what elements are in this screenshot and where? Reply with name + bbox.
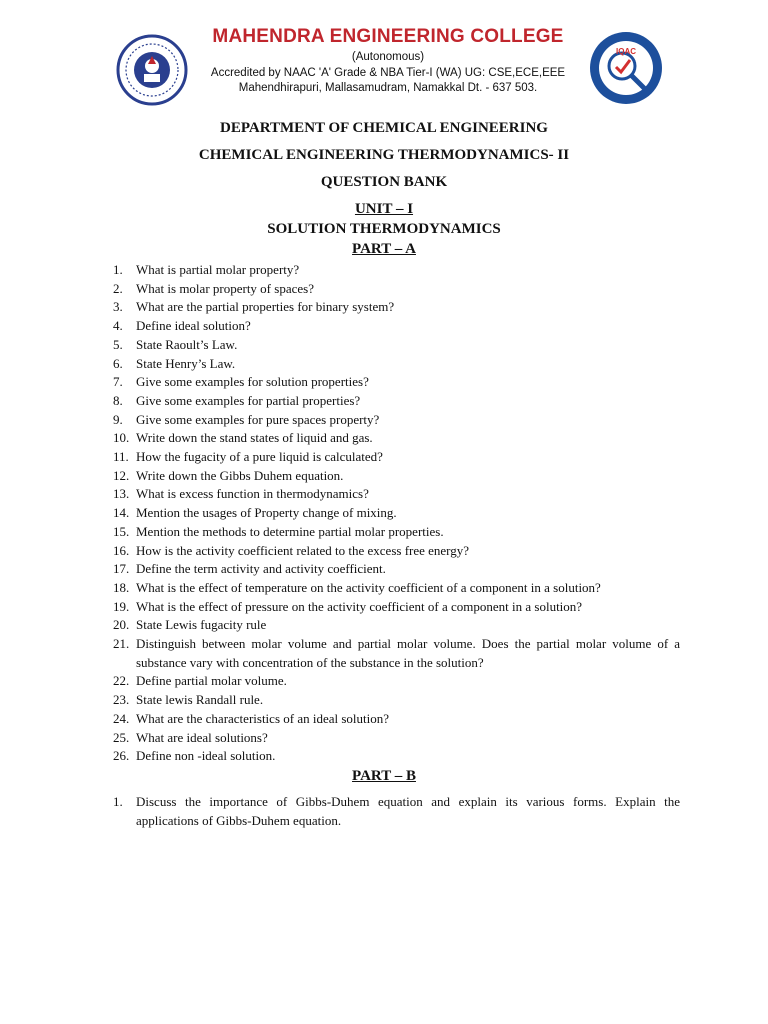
question-item: [108, 691, 680, 710]
question-text: Mention the methods to determine partial molar properties.: [136, 523, 444, 539]
question-item: [108, 373, 680, 392]
question-item: [108, 298, 680, 317]
question-text: Distinguish between molar volume and partial molar volume. Does the partial molar volume of a substance vary with concentration of the substance in the solution?: [136, 636, 680, 670]
question-number: 5.: [113, 336, 123, 352]
question-item: [108, 280, 680, 299]
question-item: [108, 355, 680, 374]
question-text: What is excess function in thermodynamics?: [136, 486, 369, 502]
part-b-question-list: [108, 793, 680, 830]
letterhead: [0, 0, 768, 110]
question-text: What is the effect of temperature on the activity coefficient of a component in a solution?: [136, 579, 601, 595]
question-number: 11.: [113, 449, 129, 465]
question-item: [108, 598, 680, 617]
question-number: 7.: [113, 374, 123, 390]
college-name: MAHENDRA ENGINEERING COLLEGE: [212, 26, 564, 47]
question-text: Discuss the importance of Gibbs-Duhem equation and explain its various forms. Explain the applications of Gibbs-Duhem equation.: [136, 794, 680, 828]
question-number: 21.: [113, 636, 130, 652]
autonomous-label: (Autonomous): [351, 51, 425, 63]
question-item: [108, 579, 680, 598]
question-item: [108, 560, 680, 579]
question-item: [108, 504, 680, 523]
question-item: [108, 261, 680, 280]
question-number: 16.: [113, 542, 130, 558]
question-item: [108, 429, 680, 448]
question-number: 13.: [113, 486, 130, 502]
question-number: 26.: [113, 748, 130, 764]
question-text: What are the characteristics of an ideal solution?: [136, 710, 390, 726]
question-text: Define non -ideal solution.: [136, 748, 276, 764]
question-text: Give some examples for partial properties?: [136, 392, 361, 408]
question-number: 25.: [113, 729, 130, 745]
course-title: CHEMICAL ENGINEERING THERMODYNAMICS- II: [198, 147, 570, 163]
part-a-question-list: [108, 261, 680, 766]
question-number: 10.: [113, 430, 130, 446]
question-item: [108, 635, 680, 672]
question-text: State Lewis fugacity rule: [136, 617, 267, 633]
question-item: [108, 467, 680, 486]
question-number: 15.: [113, 523, 130, 539]
question-text: What is partial molar property?: [136, 262, 300, 277]
question-item: [108, 411, 680, 430]
question-number: 3.: [113, 299, 123, 315]
question-item: [108, 542, 680, 561]
question-number: 20.: [113, 617, 130, 633]
question-number: 22.: [113, 673, 130, 689]
college-info: [196, 24, 580, 97]
question-item: [108, 485, 680, 504]
question-number: 1.: [113, 794, 123, 809]
question-text: Give some examples for solution properties?: [136, 374, 369, 390]
question-number: 9.: [113, 411, 123, 427]
question-number: 6.: [113, 355, 123, 371]
question-text: State Raoult’s Law.: [136, 336, 238, 352]
question-number: 23.: [113, 692, 130, 708]
question-text: What is the effect of pressure on the activity coefficient of a component in a solution?: [136, 598, 583, 614]
question-number: 4.: [113, 318, 123, 334]
question-item: [108, 616, 680, 635]
department-title: DEPARTMENT OF CHEMICAL ENGINEERING: [220, 120, 548, 136]
question-number: 1.: [113, 262, 123, 277]
unit-title: UNIT – I: [354, 201, 414, 217]
question-number: 24.: [113, 710, 130, 726]
question-item: [108, 672, 680, 691]
question-number: 14.: [113, 505, 130, 521]
question-item: [108, 729, 680, 748]
question-text: What is molar property of spaces?: [136, 280, 314, 296]
question-text: Give some examples for pure spaces property?: [136, 411, 380, 427]
college-seal-logo: [116, 34, 188, 106]
question-text: Define the term activity and activity coefficient.: [136, 561, 386, 577]
question-text: Write down the stand states of liquid and gas.: [136, 430, 373, 446]
question-text: Write down the Gibbs Duhem equation.: [136, 467, 344, 483]
question-item: [108, 317, 680, 336]
question-number: 18.: [113, 579, 130, 595]
question-text: Define partial molar volume.: [136, 673, 287, 689]
question-item: [108, 710, 680, 729]
accreditation-line: Accredited by NAAC 'A' Grade & NBA Tier-I (WA) UG: CSE,ECE,EEE: [210, 66, 566, 79]
address-line: Mahendhirapuri, Mallasamudram, Namakkal Dt. - 637 503.: [238, 82, 538, 94]
question-item: [108, 392, 680, 411]
question-number: 19.: [113, 598, 130, 614]
question-item: [108, 336, 680, 355]
question-number: 2.: [113, 280, 123, 296]
question-text: What are ideal solutions?: [136, 729, 268, 745]
question-number: 17.: [113, 561, 130, 577]
question-text: Mention the usages of Property change of mixing.: [136, 505, 397, 521]
unit-subtitle: SOLUTION THERMODYNAMICS: [267, 221, 501, 237]
question-item: [108, 448, 680, 467]
part-b-title: PART – B: [352, 768, 416, 784]
question-text: How the fugacity of a pure liquid is calculated?: [136, 449, 383, 465]
question-text: What are the partial properties for binary system?: [136, 299, 395, 315]
iqac-text: IQAC: [616, 47, 636, 56]
question-text: How is the activity coefficient related to the excess free energy?: [136, 542, 470, 558]
question-item: [108, 747, 680, 766]
question-item: [108, 793, 680, 830]
question-item: [108, 523, 680, 542]
question-text: State Henry’s Law.: [136, 355, 236, 371]
question-number: 8.: [113, 392, 123, 408]
iqac-logo: [588, 30, 664, 106]
question-number: 12.: [113, 467, 130, 483]
question-text: State lewis Randall rule.: [136, 692, 264, 708]
question-bank-title: QUESTION BANK: [320, 174, 448, 190]
question-text: Define ideal solution?: [136, 318, 251, 334]
part-a-title: PART – A: [352, 241, 416, 257]
